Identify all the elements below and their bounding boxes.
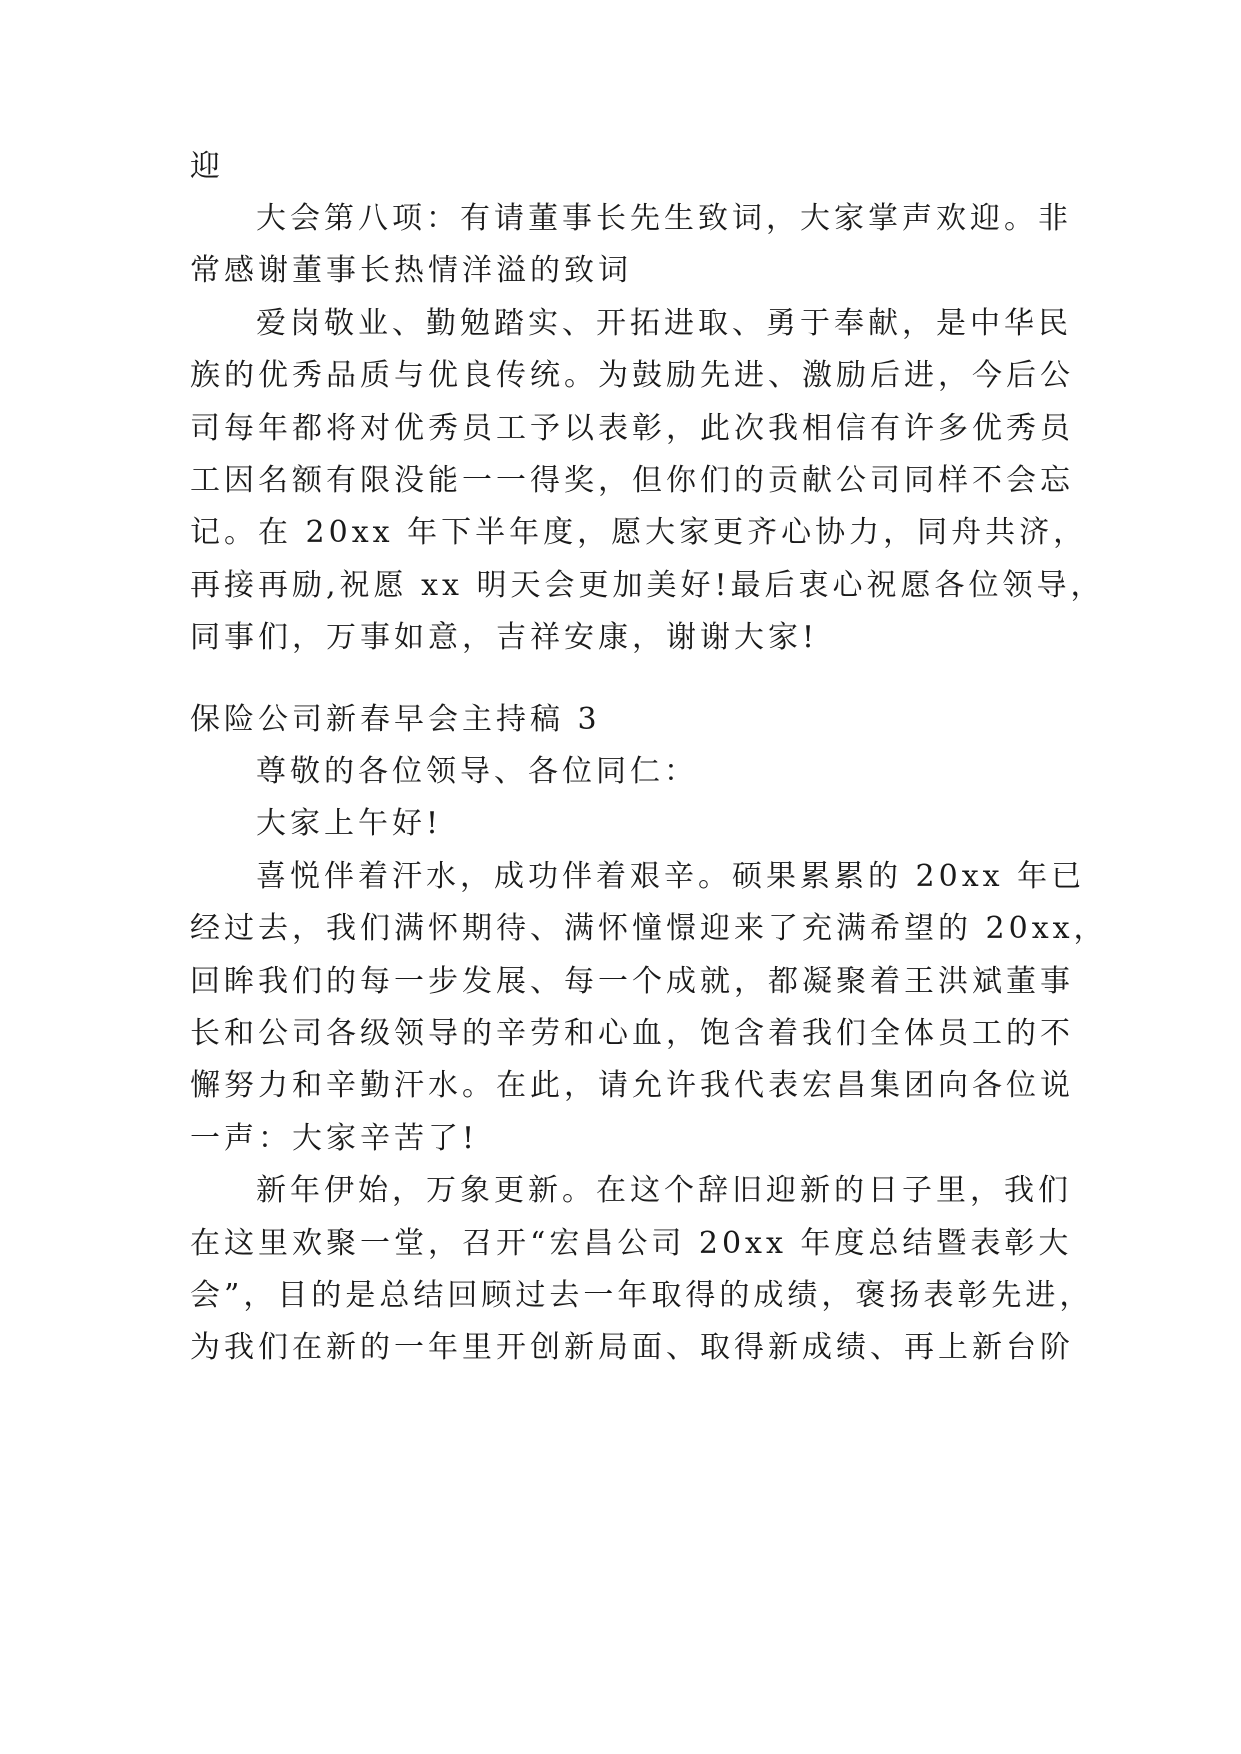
text-line: 大会第八项：有请董事长先生致词，大家掌声欢迎。非 xyxy=(256,201,1072,236)
section-title: 保险公司新春早会主持稿 3 xyxy=(190,702,601,737)
text-line: 族的优秀品质与优良传统。为鼓励先进、激励后进，今后公 xyxy=(190,358,1074,393)
text-line: 常感谢董事长热情洋溢的致词 xyxy=(190,253,632,288)
text-line: 记。在 20xx 年下半年度，愿大家更齐心协力，同舟共济， xyxy=(190,515,1088,550)
text-line: 回眸我们的每一步发展、每一个成就，都凝聚着王洪斌董事 xyxy=(190,964,1074,999)
text-line: 一声：大家辛苦了! xyxy=(190,1121,479,1156)
text-line: 再接再励,祝愿 xx 明天会更加美好!最后衷心祝愿各位领导， xyxy=(190,568,1105,603)
text-line: 新年伊始，万象更新。在这个辞旧迎新的日子里，我们 xyxy=(256,1173,1072,1208)
text-line: 迎 xyxy=(190,149,224,184)
text-line: 会”，目的是总结回顾过去一年取得的成绩，褒扬表彰先进， xyxy=(190,1278,1094,1313)
text-line: 工因名额有限没能一一得奖，但你们的贡献公司同样不会忘 xyxy=(190,463,1074,498)
text-line: 为我们在新的一年里开创新局面、取得新成绩、再上新台阶 xyxy=(190,1330,1074,1365)
text-line: 同事们，万事如意，吉祥安康，谢谢大家! xyxy=(190,620,819,655)
text-line: 经过去，我们满怀期待、满怀憧憬迎来了充满希望的 20xx， xyxy=(190,911,1108,946)
text-line: 大家上午好! xyxy=(256,806,443,841)
text-line: 长和公司各级领导的辛劳和心血，饱含着我们全体员工的不 xyxy=(190,1016,1074,1051)
text-line: 懈努力和辛勤汗水。在此，请允许我代表宏昌集团向各位说 xyxy=(190,1068,1074,1103)
text-line: 喜悦伴着汗水，成功伴着艰辛。硕果累累的 20xx 年已 xyxy=(256,859,1086,894)
text-line: 尊敬的各位领导、各位同仁： xyxy=(256,754,698,789)
text-line: 司每年都将对优秀员工予以表彰，此次我相信有许多优秀员 xyxy=(190,411,1074,446)
text-line: 爱岗敬业、勤勉踏实、开拓进取、勇于奉献，是中华民 xyxy=(256,306,1072,341)
text-line: 在这里欢聚一堂，召开“宏昌公司 20xx 年度总结暨表彰大 xyxy=(190,1226,1073,1261)
